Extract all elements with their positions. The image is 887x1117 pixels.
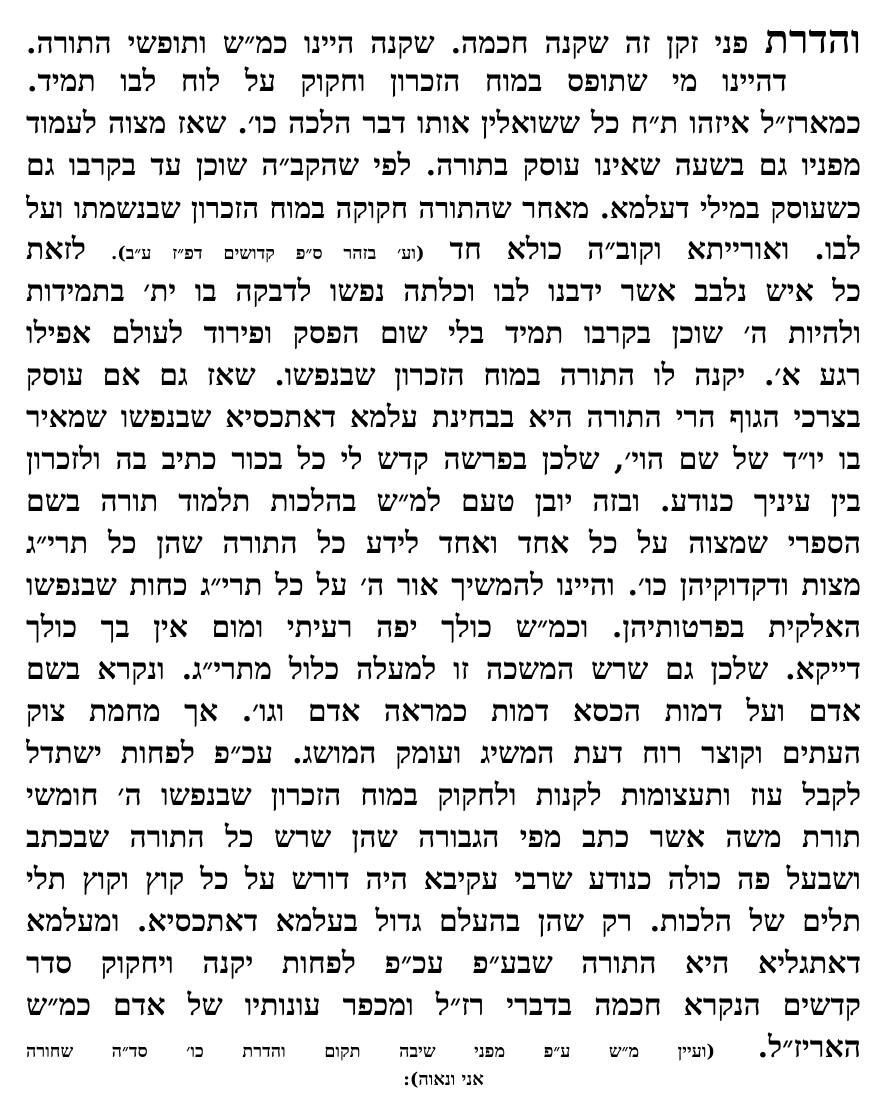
source-note: (ועיין מ״ש ע״פ מפני שיבה תקום והדרת כו׳ סד״ה שחורה bbox=[26, 1041, 715, 1062]
text-line-2: דהיינו מי שתופס במוח הזכרון וחקוק על לוח לבו תמיד. bbox=[27, 64, 787, 99]
text-line-3: כמארז״ל איזהו ת״ח כל ששואלין אותו דבר הלכה כו׳. שאז מצוה לעמוד bbox=[26, 106, 861, 141]
text-line-7: כל איש נלבב אשר ידבנו לבו וכלתה נפשו לדבקה בו ית׳ בתמידות bbox=[26, 274, 861, 309]
text-line-18: העתים וקוצר רוח דעת המשיג ועומק המושג. עכ״פ לפחות ישתדל bbox=[26, 736, 861, 771]
line-text: לבו. ואורייתא וקוב״ה כולא חד bbox=[449, 232, 861, 267]
text-line-10: בצרכי הגוף הרי התורה היא בבחינת עלמא דאתכסיא שבנפשו שמאיר bbox=[26, 400, 861, 435]
text-line-14: מצות ודקדוקיהן כו׳. והיינו להמשיך אור ה׳ על כל תרי״ג כחות שבנפשו bbox=[26, 568, 861, 603]
text-line-22: תלים של הלכות. רק שהן בהעלם גדול בעלמא דאתכסיא. ומעלמא bbox=[26, 904, 861, 939]
text-line-5: כשעוסק במילי דעלמא. מאחר שהתורה חקוקה במוח הזכרון שבנשמתו ועל bbox=[26, 191, 861, 225]
line-text: לזאת bbox=[26, 232, 86, 267]
text-line-16: דייקא. שלכן גם שרש המשכה זו למעלה כלול מתרי״ג. ונקרא בשם bbox=[26, 652, 861, 687]
text-line-13: הספרי שמצוה על כל אחד ואחד לידע כל התורה שהן כל תרי״ג bbox=[26, 526, 861, 561]
text-line-19: לקבל עוז ותעצומות לקנות ולחקוק במוח הזכרון שבנפשו ה׳ חומשי bbox=[26, 778, 861, 813]
text-line-4: מפניו גם בשעה שאינו עוסק בתורה. לפי שהקב״ה שוכן עד בקרבו גם bbox=[26, 148, 861, 183]
text-line-9: רגע א׳. יקנה לו התורה במוח הזכרון שבנפשו. שאז גם אם עוסק bbox=[26, 358, 861, 393]
line-text: פני זקן זה שקנה חכמה. שקנה היינו כמ״ש ותופשי התורה. bbox=[26, 26, 749, 61]
text-line-23: דאתגליא היא התורה שבע״פ עכ״פ לפחות יקנה ויחקוק סדר bbox=[26, 946, 861, 981]
source-note: (וע׳ בזהר ס״פ קדושים דפ״ז ע״ב). bbox=[110, 243, 425, 264]
text-line-24: קדשים הנקרא חכמה בדברי רז״ל ומכפר עונותיו של אדם כמ״ש bbox=[26, 988, 861, 1023]
text-line-1 bbox=[26, 18, 861, 62]
text-line-12: בין עיניך כנודע. ובזה יובן טעם למ״ש בהלכות תלמוד תורה בשם bbox=[26, 484, 861, 519]
text-line-6 bbox=[26, 228, 861, 272]
text-line-17: אדם ועל דמות הכסא דמות כמראה אדם וגו׳. אך מחמת צוק bbox=[26, 694, 861, 729]
heading-word: והדרת bbox=[764, 18, 861, 62]
line-text: האריז״ל. bbox=[757, 1030, 861, 1065]
text-line-15: האלקית בפרטותיהן. וכמ״ש כולך יפה רעיתי ומום אין בך כולך bbox=[26, 610, 861, 645]
closing-note: אני ונאוה): bbox=[403, 1069, 484, 1090]
text-line-21: ושבעל פה כולה כנודע שרבי עקיבא היה דורש על כל קוץ וקוץ תלי bbox=[26, 862, 861, 897]
text-line-11: בו יו״ד של שם הוי׳, שלכן בפרשה קדש לי כל בכור כתיב בה ולזכרון bbox=[26, 442, 861, 477]
text-line-8: ולהיות ה׳ שוכן בקרבו תמיד בלי שום הפסק ופירוד לעולם אפילו bbox=[26, 316, 861, 351]
text-line-20: תורת משה אשר כתב מפי הגבורה שהן שרש כל התורה שבכתב bbox=[26, 820, 861, 855]
